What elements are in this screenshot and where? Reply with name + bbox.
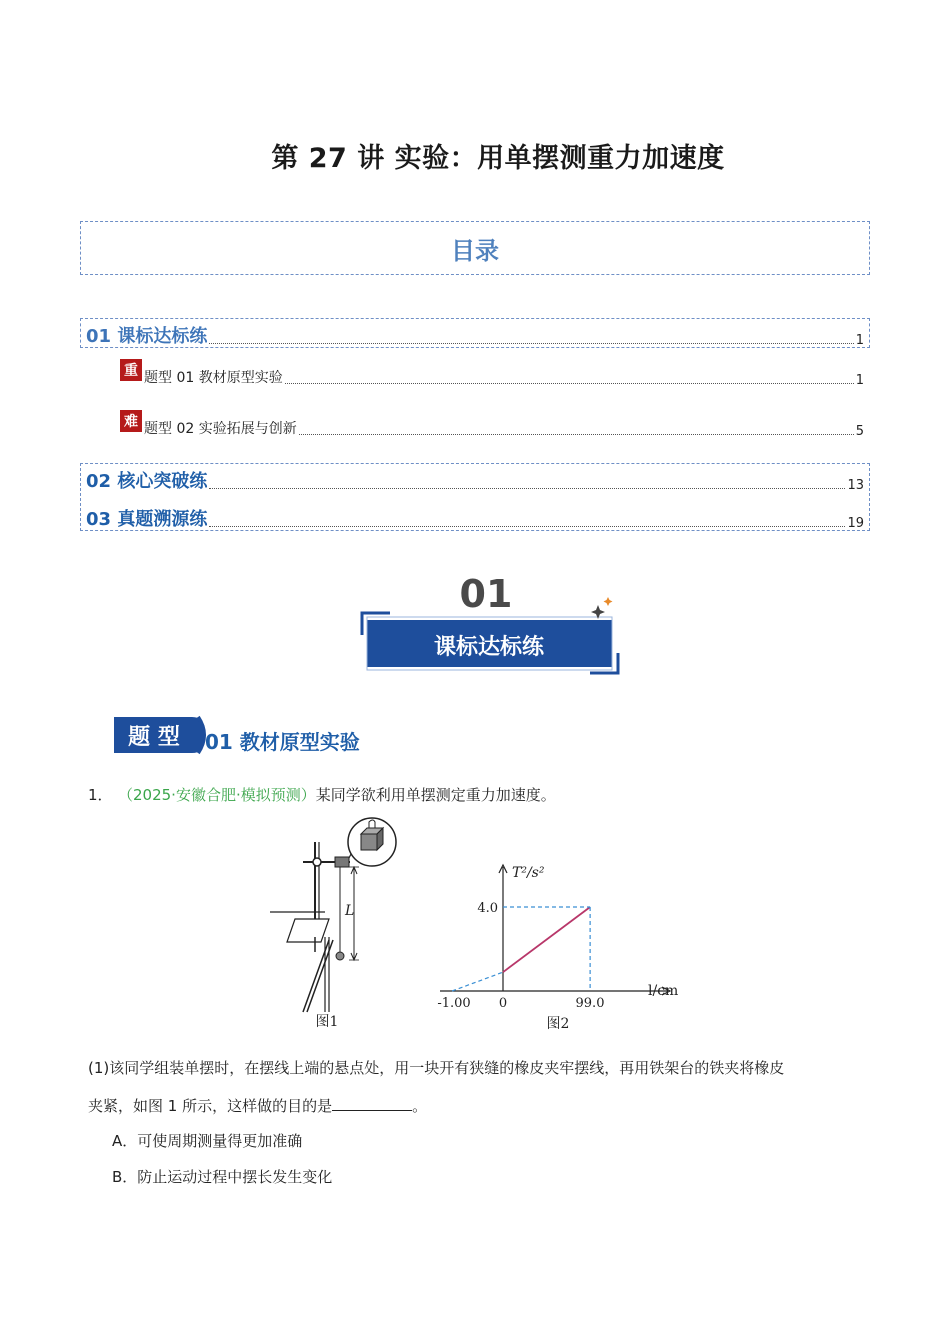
type-badge-text: 题 型 bbox=[128, 724, 180, 750]
tag-badge: 重 bbox=[120, 359, 142, 381]
part1-line2: 夹紧，如图 1 所示，这样做的目的是 。 bbox=[88, 1097, 428, 1115]
x-axis-label: l/cm bbox=[648, 983, 679, 999]
x-tick-label: 99.0 bbox=[575, 996, 605, 1011]
answer-blank[interactable] bbox=[332, 1096, 412, 1111]
length-label: L bbox=[345, 903, 355, 919]
toc-leader-dots bbox=[285, 382, 854, 384]
toc-leader-dots bbox=[209, 487, 845, 489]
toc-page-number: 1 bbox=[855, 333, 864, 348]
y-axis-label: T²/s² bbox=[512, 865, 545, 881]
section-number: 01 bbox=[459, 572, 513, 616]
question-source: （2025·安徽合肥·模拟预测） bbox=[118, 786, 316, 804]
toc-heading-box bbox=[80, 221, 870, 275]
figure1-caption: 图1 bbox=[315, 1014, 339, 1030]
sparkle-icon bbox=[604, 597, 613, 606]
figure2-graph bbox=[430, 855, 690, 1035]
toc-leader-dots bbox=[299, 433, 854, 435]
toc-entry-label: 03 真题溯源练 bbox=[86, 509, 208, 530]
option-b[interactable] bbox=[112, 1166, 332, 1187]
toc-page-number: 13 bbox=[847, 478, 864, 493]
option-letter: A． bbox=[112, 1132, 138, 1150]
toc-page-number: 1 bbox=[855, 373, 864, 388]
toc-entry-5[interactable] bbox=[86, 505, 864, 531]
page-title: 第 27 讲 实验：用单摆测重力加速度 bbox=[271, 143, 725, 174]
toc-page-number: 5 bbox=[855, 424, 864, 439]
toc-entry-label: 01 课标达标练 bbox=[86, 326, 208, 347]
option-text: 可使周期测量得更加准确 bbox=[137, 1132, 303, 1150]
section-banner bbox=[350, 565, 630, 680]
option-text: 防止运动过程中摆长发生变化 bbox=[137, 1168, 333, 1186]
tag-badge: 难 bbox=[120, 410, 142, 432]
toc-entry-label: 题型 02 实验拓展与创新 bbox=[144, 421, 297, 437]
type-badge bbox=[114, 715, 209, 755]
question-number: 1． bbox=[88, 786, 113, 804]
toc-page-number: 19 bbox=[847, 516, 864, 531]
y-tick-label: 4.0 bbox=[477, 901, 498, 916]
data-line bbox=[503, 907, 590, 972]
figure2-caption: 图2 bbox=[546, 1016, 570, 1032]
extrapolation-line bbox=[452, 972, 503, 991]
toc-leader-dots bbox=[209, 342, 853, 344]
figure1-pendulum bbox=[265, 812, 415, 1032]
part1-line1: (1)该同学组装单摆时，在摆线上端的悬点处，用一块开有狭缝的橡皮夹牢摆线，再用铁架台的铁夹将橡皮 bbox=[88, 1059, 785, 1077]
toc-entry-2[interactable] bbox=[120, 363, 864, 388]
toc-entry-3[interactable] bbox=[120, 414, 864, 439]
question-line bbox=[118, 784, 556, 805]
x-tick-label: 0 bbox=[498, 996, 508, 1011]
option-a[interactable] bbox=[112, 1130, 302, 1151]
toc-entry-label: 题型 01 教材原型实验 bbox=[144, 370, 283, 386]
option-letter: B． bbox=[112, 1168, 138, 1186]
toc-heading: 目录 bbox=[451, 236, 499, 265]
type-heading-label: 01 教材原型实验 bbox=[205, 730, 360, 754]
x-tick-label: -1.00 bbox=[437, 996, 471, 1011]
section-label: 课标达标练 bbox=[433, 635, 545, 660]
toc-leader-dots bbox=[209, 525, 845, 527]
toc-entry-1[interactable] bbox=[86, 322, 864, 348]
question-text: 某同学欲利用单摆测定重力加速度。 bbox=[315, 786, 556, 804]
toc-entry-4[interactable] bbox=[86, 467, 864, 493]
toc-entry-label: 02 核心突破练 bbox=[86, 471, 208, 492]
